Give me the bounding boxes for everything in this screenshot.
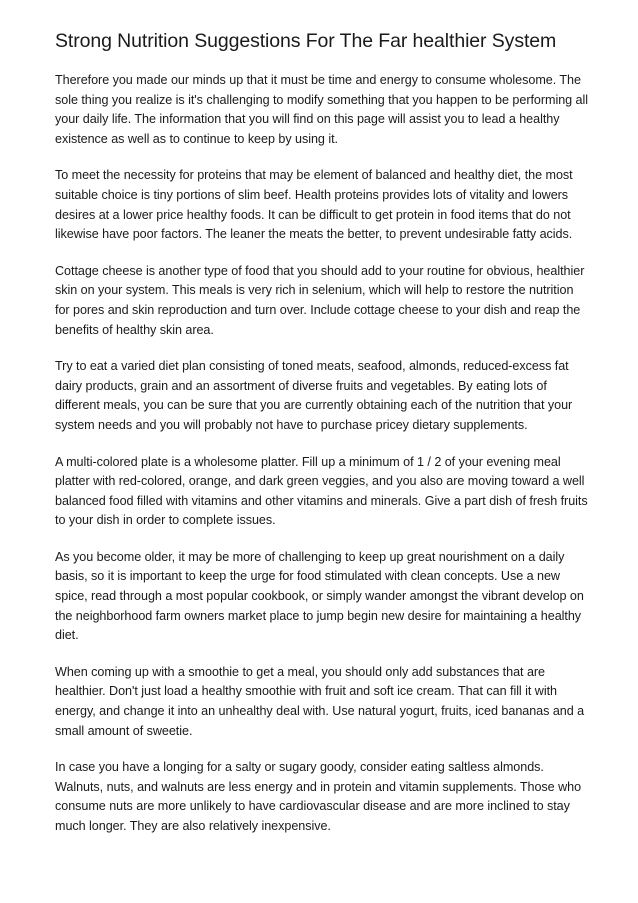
- paragraph-2: To meet the necessity for proteins that may be element of balanced and healthy diet, the most suitable choice is tiny portions of slim beef. Health proteins provides lots of vitality and lowers desires at a lower price healthy foods. It can be difficult to get protein in food items that do not likewise have poor factors. The leaner the meats the better, to prevent undesirable fatty acids.: [55, 168, 573, 242]
- paragraph-4: Try to eat a varied diet plan consisting of toned meats, seafood, almonds, reduced-excess fat dairy products, grain and an assortment of diverse fruits and vegetables. By eating lots of different meals, you can be sure that you are currently obtaining each of the nutrition that your system needs and you will probably not have to purchase pricey dietary supplements.: [55, 359, 573, 432]
- paragraph-7: When coming up with a smoothie to get a meal, you should only add substances that are healthier. Don't just load a healthy smoothie with fruit and soft ice cream. That can fill it with energy, and change it into an unhealthy deal with. Use natural yogurt, fruits, iced bananas and a small amount of sweetie.: [55, 664, 585, 738]
- page-title: Strong Nutrition Suggestions For The Far healthier System: [55, 30, 557, 52]
- paragraph-8: In case you have a longing for a salty or sugary goody, consider eating saltless almonds. Walnuts, nuts, and walnuts are less energy and in protein and vitamin supplements. Those who consume nuts are more unlikely to have cardiovascular disease and are more inclined to stay much longer. They are also relatively inexpensive.: [55, 760, 582, 833]
- paragraph-6: As you become older, it may be more of challenging to keep up great nourishment on a daily basis, so it is important to keep the urge for food stimulated with clean concepts. Use a new spice, read through a most popular cookbook, or simply wander amongst the vibrant develop on the neighborhood farm owners market place to jump begin new desire for maintaining a healthy diet.: [55, 549, 584, 643]
- paragraph-3: Cottage cheese is another type of food that you should add to your routine for obvious, healthier skin on your system. This meals is very rich in selenium, which will help to restore the nutrition for pores and skin reproduction and turn over. Include cottage cheese to your dish and reap the benefits of healthy skin area.: [55, 263, 585, 337]
- paragraph-1: Therefore you made our minds up that it must be time and energy to consume wholesome. The sole thing you realize is it's challenging to modify something that you happen to be performing all your daily life. The information that you will find on this page will assist you to lead a healthy existence as well as to continue to keep by using it.: [55, 73, 589, 146]
- paragraph-5: A multi-colored plate is a wholesome platter. Fill up a minimum of 1 / 2 of your evening meal platter with red-colored, orange, and dark green veggies, and you also are moving toward a well balanced food filled with vitamins and other vitamins and minerals. Give a part dish of fresh fruits to your dish in order to complete issues.: [55, 454, 588, 528]
